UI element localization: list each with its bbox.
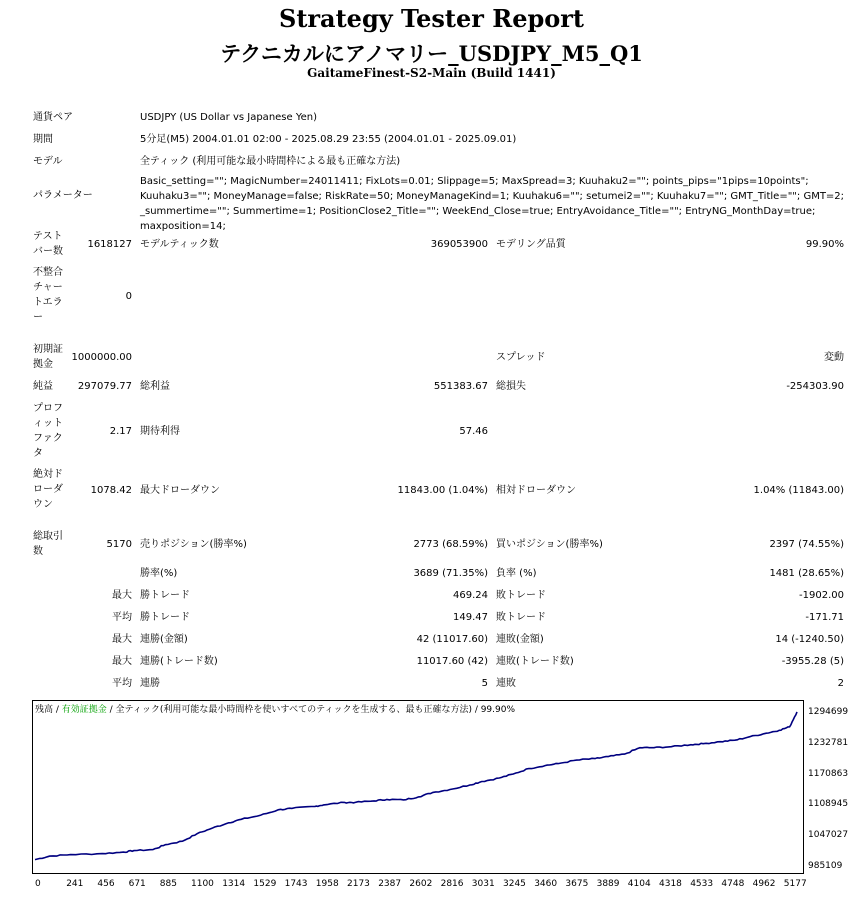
relative-drawdown-label: 相対ドローダウン bbox=[496, 485, 576, 496]
x-tick-label: 1314 bbox=[222, 879, 246, 889]
relative-drawdown-value: 1.04% (11843.00) bbox=[753, 485, 844, 496]
deposit-label: 初期証拠金 bbox=[33, 344, 63, 370]
deposit-value: 1000000.00 bbox=[71, 352, 132, 363]
largest-label: 最大 bbox=[112, 590, 132, 601]
symbol-value: USDJPY (US Dollar vs Japanese Yen) bbox=[140, 112, 318, 123]
x-tick-label: 5177 bbox=[783, 879, 807, 889]
average-consecutive-losses-value: 2 bbox=[837, 678, 844, 689]
x-tick-label: 1100 bbox=[191, 879, 214, 889]
total-trades-value: 5170 bbox=[106, 539, 132, 550]
max-drawdown-label: 最大ドローダウン bbox=[140, 485, 220, 496]
gross-profit-label: 総利益 bbox=[140, 381, 170, 392]
average-label: 平均 bbox=[112, 612, 132, 623]
x-tick-label: 2602 bbox=[409, 879, 433, 889]
average-consecutive-label: 平均 bbox=[112, 678, 132, 689]
absolute-drawdown-label: 絶対ドローダウン bbox=[33, 469, 63, 510]
largest-win-value: 469.24 bbox=[453, 590, 488, 601]
largest-win-label: 勝トレード bbox=[140, 590, 190, 601]
x-tick-label: 2816 bbox=[440, 879, 464, 889]
average-win-label: 勝トレード bbox=[140, 612, 190, 623]
x-tick-label: 4318 bbox=[659, 879, 682, 889]
legend-equity: 有効証拠金 bbox=[61, 705, 107, 715]
max-consecutive-profit-label: 連勝(トレード数) bbox=[140, 656, 218, 667]
average-consecutive-losses-label: 連敗 bbox=[496, 678, 516, 689]
mismatch-value: 0 bbox=[125, 291, 132, 302]
x-tick-label: 3675 bbox=[565, 879, 589, 889]
profit-factor-label: プロフィットファクタ bbox=[33, 403, 63, 459]
report-title: Strategy Tester Report bbox=[278, 4, 585, 33]
loss-rate-label: 負率 (%) bbox=[496, 568, 537, 579]
balance-chart bbox=[32, 700, 804, 874]
x-tick-label: 1529 bbox=[253, 879, 277, 889]
bars-value: 1618127 bbox=[87, 239, 132, 250]
loss-rate-value: 1481 (28.65%) bbox=[769, 568, 844, 579]
x-tick-label: 1743 bbox=[284, 879, 308, 889]
max-drawdown-value: 11843.00 (1.04%) bbox=[397, 485, 488, 496]
mismatch-label: 不整合チャートエラー bbox=[33, 267, 63, 323]
x-tick-label: 1958 bbox=[315, 879, 339, 889]
spread-value: 変動 bbox=[824, 352, 844, 363]
x-tick-label: 3889 bbox=[596, 879, 620, 889]
server-info: GaitameFinest-S2-Main (Build 1441) bbox=[307, 66, 556, 80]
win-rate-value: 3689 (71.35%) bbox=[413, 568, 488, 579]
win-rate-label: 勝率(%) bbox=[140, 568, 178, 579]
x-tick-label: 3245 bbox=[503, 879, 526, 889]
net-profit-label: 純益 bbox=[33, 381, 53, 392]
symbol-label: 通貨ペア bbox=[33, 112, 73, 123]
y-tick-label: 1294699 bbox=[808, 707, 849, 717]
legend-model-info: / 全ティック(利用可能な最小時間枠を使いすべてのティックを生成する、最も正確な方法) / 99.90% bbox=[106, 705, 516, 715]
spread-label: スプレッド bbox=[496, 352, 546, 363]
net-profit-value: 297079.77 bbox=[77, 381, 132, 392]
parameters-label: パラメーター bbox=[33, 190, 93, 201]
period-value: 5分足(M5) 2004.01.01 02:00 - 2025.08.29 23:55 (2004.01.01 - 2025.09.01) bbox=[140, 134, 517, 145]
max-consecutive-label-2: 最大 bbox=[112, 656, 132, 667]
total-trades-label: 総取引数 bbox=[33, 531, 63, 557]
y-tick-label: 1232781 bbox=[808, 737, 849, 748]
max-consecutive-wins-value: 42 (11017.60) bbox=[416, 634, 488, 645]
y-tick-label: 1108945 bbox=[808, 799, 849, 810]
quality-value: 99.90% bbox=[805, 239, 844, 250]
max-consecutive-loss-value: -3955.28 (5) bbox=[781, 656, 844, 667]
short-positions-label: 売りポジション(勝率%) bbox=[140, 539, 247, 550]
x-tick-label: 4104 bbox=[627, 879, 651, 889]
gross-profit-value: 551383.67 bbox=[433, 381, 488, 392]
short-positions-value: 2773 (68.59%) bbox=[413, 539, 488, 550]
balance-line bbox=[35, 712, 797, 860]
largest-loss-value: -1902.00 bbox=[799, 590, 844, 601]
average-consecutive-wins-value: 5 bbox=[481, 678, 488, 689]
long-positions-value: 2397 (74.55%) bbox=[769, 539, 844, 550]
y-tick-label: 1170863 bbox=[808, 768, 849, 779]
max-consecutive-profit-value: 11017.60 (42) bbox=[416, 656, 488, 667]
x-tick-label: 241 bbox=[66, 879, 84, 889]
max-consecutive-losses-label: 連敗(金額) bbox=[496, 634, 544, 645]
average-loss-label: 敗トレード bbox=[496, 612, 546, 623]
x-tick-label: 2173 bbox=[347, 879, 370, 889]
absolute-drawdown-value: 1078.42 bbox=[90, 485, 132, 496]
gross-loss-label: 総損失 bbox=[496, 381, 526, 392]
x-tick-label: 456 bbox=[97, 879, 115, 889]
max-consecutive-loss-label: 連敗(トレード数) bbox=[496, 656, 574, 667]
report-subtitle: テクニカルにアノマリー_USDJPY_M5_Q1 bbox=[220, 41, 643, 66]
x-tick-label: 4533 bbox=[690, 879, 714, 889]
x-tick-label: 0 bbox=[35, 879, 41, 889]
balance-chart-plot bbox=[33, 701, 803, 873]
largest-loss-label: 敗トレード bbox=[496, 590, 546, 601]
x-tick-label: 885 bbox=[159, 879, 177, 889]
gross-loss-value: -254303.90 bbox=[786, 381, 844, 392]
bars-label: テストバー数 bbox=[33, 231, 63, 257]
ticks-label: モデルティック数 bbox=[140, 239, 219, 250]
x-tick-label: 4748 bbox=[721, 879, 745, 889]
average-loss-value: -171.71 bbox=[805, 612, 844, 623]
max-consecutive-wins-label: 連勝(金額) bbox=[140, 634, 188, 645]
max-consecutive-losses-value: 14 (-1240.50) bbox=[775, 634, 844, 645]
long-positions-label: 買いポジション(勝率%) bbox=[496, 539, 603, 550]
period-label: 期間 bbox=[33, 134, 53, 145]
expected-payoff-label: 期待利得 bbox=[140, 426, 180, 437]
quality-label: モデリング品質 bbox=[496, 239, 566, 250]
ticks-value: 369053900 bbox=[430, 239, 488, 250]
x-tick-label: 2387 bbox=[378, 879, 402, 889]
x-tick-label: 4962 bbox=[752, 879, 776, 889]
average-win-value: 149.47 bbox=[453, 612, 488, 623]
x-tick-label: 671 bbox=[128, 879, 146, 889]
y-tick-label: 1047027 bbox=[808, 830, 849, 841]
model-value: 全ティック (利用可能な最小時間枠による最も正確な方法) bbox=[140, 156, 401, 167]
y-tick-label: 985109 bbox=[808, 861, 843, 871]
profit-factor-value: 2.17 bbox=[109, 426, 132, 437]
x-tick-label: 3460 bbox=[534, 879, 558, 889]
model-label: モデル bbox=[33, 156, 63, 167]
legend-balance: 残高 bbox=[35, 705, 54, 715]
average-consecutive-wins-label: 連勝 bbox=[140, 678, 160, 689]
parameters-value: Basic_setting=""; MagicNumber=24011411; FixLots=0.01; Slippage=5; MaxSpread=3; Kuuhaku2=""; points_pips="1pips=10points"; Kuuhaku3=""; MoneyManage=false; RiskRate=50; MoneyManageKind=1; Kuuhaku6=""; setumei2=""; Kuuhaku7=""; GMT_Title=""; GMT=2; _summertime=""; Summertime=1; PositionClose2_Title=""; WeekEnd_Close=true; EntryAvoidance_Title=""; EntryNG_MonthDay=true; maxposition=14; bbox=[140, 176, 845, 232]
expected-payoff-value: 57.46 bbox=[459, 426, 488, 437]
legend-sep-1: / bbox=[53, 705, 62, 715]
chart-legend bbox=[35, 702, 515, 715]
max-consecutive-label: 最大 bbox=[112, 634, 132, 645]
x-tick-label: 3031 bbox=[471, 879, 495, 889]
